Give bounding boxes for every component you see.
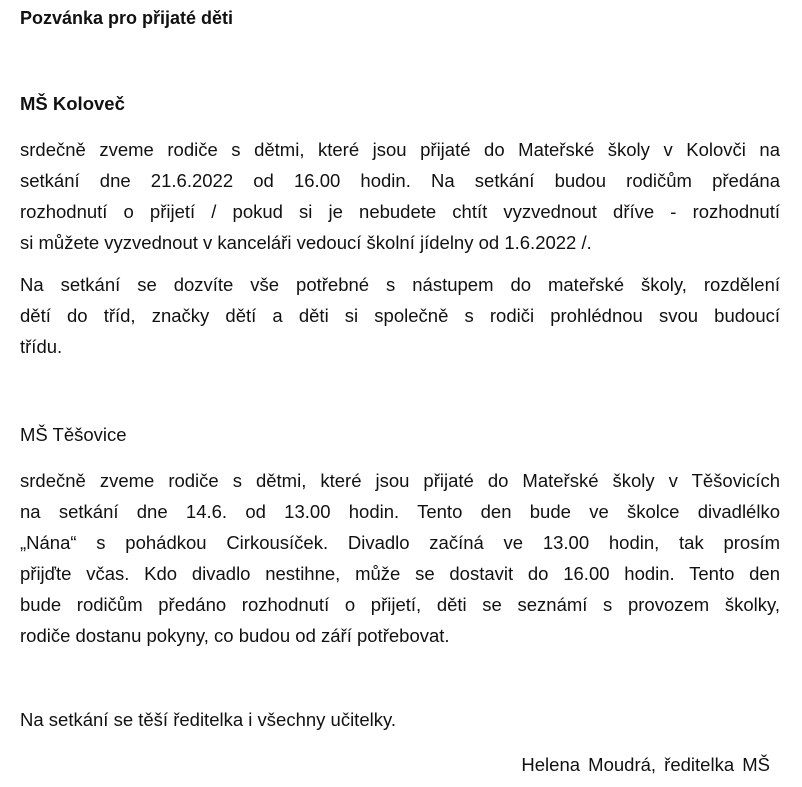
text-line: „Nána“ s pohádkou Cirkousíček. Divadlo začíná ve 13.00 hodin, tak prosím xyxy=(20,532,780,553)
section-heading-tesovice: MŠ Těšovice xyxy=(20,424,127,445)
text-line: dětí do tříd, značky dětí a děti si společně s rodiči prohlédnou svou budoucí xyxy=(20,305,780,326)
text-line: přijďte včas. Kdo divadlo nestihne, může se dostavit do 16.00 hodin. Tento den xyxy=(20,563,780,584)
text-line: setkání dne 21.6.2022 od 16.00 hodin. Na setkání budou rodičům předána xyxy=(20,170,780,191)
text-line: Na setkání se dozvíte vše potřebné s nástupem do mateřské školy, rozdělení xyxy=(20,274,780,295)
closing-line: Na setkání se těší ředitelka i všechny učitelky. xyxy=(20,709,396,730)
section-heading-kolovec: MŠ Koloveč xyxy=(20,93,125,114)
signature: Helena Moudrá, ředitelka MŠ xyxy=(521,754,770,775)
paragraph-kolovec-info xyxy=(20,269,780,362)
paragraph-kolovec-invitation xyxy=(20,134,780,258)
text-line: srdečně zveme rodiče s dětmi, které jsou přijaté do Mateřské školy v Kolovči na xyxy=(20,139,780,160)
text-line: si můžete vyzvednout v kanceláři vedoucí školní jídelny od 1.6.2022 /. xyxy=(20,232,592,253)
text-line: rozhodnutí o přijetí / pokud si je nebudete chtít vyzvednout dříve - rozhodnutí xyxy=(20,201,780,222)
text-line: bude rodičům předáno rozhodnutí o přijetí, děti se seznámí s provozem školky, xyxy=(20,594,780,615)
document-title: Pozvánka pro přijaté děti xyxy=(20,8,234,28)
text-line: srdečně zveme rodiče s dětmi, které jsou přijaté do Mateřské školy v Těšovicích xyxy=(20,470,780,491)
text-line: na setkání dne 14.6. od 13.00 hodin. Tento den bude ve školce divadlélko xyxy=(20,501,780,522)
paragraph-tesovice-invitation xyxy=(20,465,780,651)
text-line: třídu. xyxy=(20,336,63,357)
text-line: rodiče dostanu pokyny, co budou od září potřebovat. xyxy=(20,625,450,646)
